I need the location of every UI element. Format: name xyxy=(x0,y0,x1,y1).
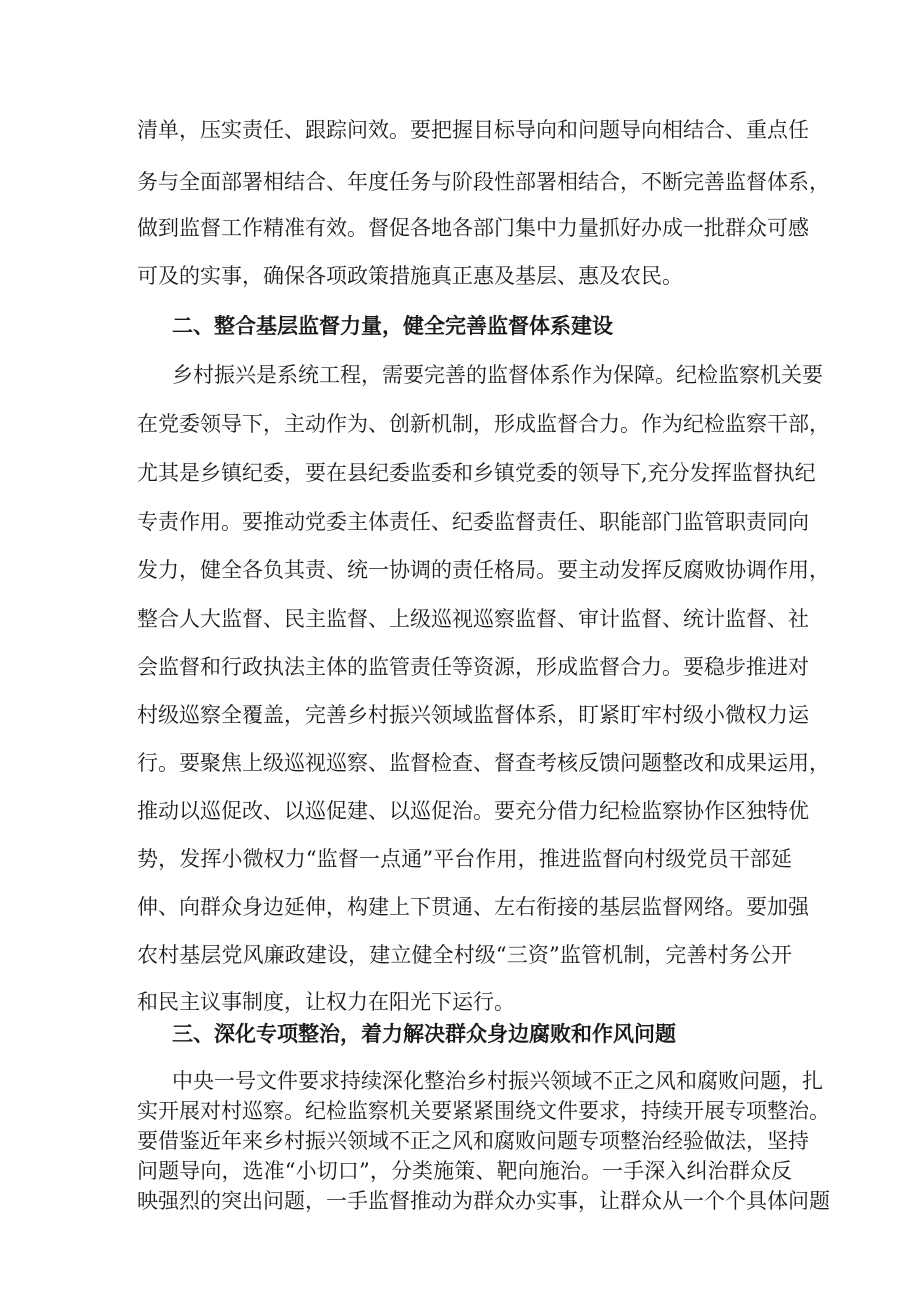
paragraph-2-line-13: 农村基层党风廉政建设，建立健全村级“三资”监管机制，完善村务公开 xyxy=(137,943,792,967)
paragraph-2-line-12: 伸、向群众身边延伸，构建上下贯通、左右衔接的基层监督网络。要加强 xyxy=(137,895,809,919)
paragraph-3-line-3: 要借鉴近年来乡村振兴领域不正之风和腐败问题专项整治经验做法，坚持 xyxy=(137,1129,809,1153)
paragraph-2-line-9: 行。要聚焦上级巡视巡察、监督检查、督查考核反馈问题整改和成果运用， xyxy=(137,751,830,775)
paragraph-2-line-14: 和民主议事制度，让权力在阳光下运行。 xyxy=(137,990,515,1014)
paragraph-3-line-2: 实开展对村巡察。纪检监察机关要紧紧围绕文件要求，持续开展专项整治。 xyxy=(137,1099,830,1123)
paragraph-1-line-2: 务与全面部署相结合、年度任务与阶段性部署相结合，不断完善监督体系， xyxy=(137,170,830,194)
paragraph-2-line-7: 会监督和行政执法主体的监管责任等资源，形成监督合力。要稳步推进对 xyxy=(137,655,809,679)
paragraph-2-line-1: 乡村振兴是系统工程，需要完善的监督体系作为保障。纪检监察机关要 xyxy=(172,363,823,387)
paragraph-2-line-4: 专责作用。要推动党委主体责任、纪委监督责任、职能部门监管职责同向 xyxy=(137,510,809,534)
paragraph-1-line-3: 做到监督工作精准有效。督促各地各部门集中力量抓好办成一批群众可感 xyxy=(137,216,809,240)
paragraph-3-line-5: 映强烈的突出问题，一手监督推动为群众办实事，让群众从一个个具体问题 xyxy=(137,1189,830,1213)
paragraph-3-line-1: 中央一号文件要求持续深化整治乡村振兴领域不正之风和腐败问题，扎 xyxy=(172,1069,823,1093)
section-heading-2: 二、整合基层监督力量，健全完善监督体系建设 xyxy=(172,313,613,338)
paragraph-2-line-5: 发力，健全各负其责、统一协调的责任格局。要主动发挥反腐败协调作用， xyxy=(137,558,830,582)
paragraph-2-line-3: 尤其是乡镇纪委，要在县纪委监委和乡镇党委的领导下,充分发挥监督执纪 xyxy=(137,461,816,485)
paragraph-2-line-10: 推动以巡促改、以巡促建、以巡促治。要充分借力纪检监察协作区独特优 xyxy=(137,799,809,823)
section-heading-3: 三、深化专项整治，着力解决群众身边腐败和作风问题 xyxy=(172,1021,676,1046)
paragraph-1-line-4: 可及的实事，确保各项政策措施真正惠及基层、惠及农民。 xyxy=(137,264,683,288)
paragraph-2-line-2: 在党委领导下，主动作为、创新机制，形成监督合力。作为纪检监察干部， xyxy=(137,412,830,436)
paragraph-3-line-4: 问题导向，选准“小切口”，分类施策、靶向施治。一手深入纠治群众反 xyxy=(137,1159,792,1183)
paragraph-2-line-11: 势，发挥小微权力“监督一点通”平台作用，推进监督向村级党员干部延 xyxy=(137,847,792,871)
paragraph-1-line-1: 清单，压实责任、跟踪问效。要把握目标导向和问题导向相结合、重点任 xyxy=(137,118,809,142)
paragraph-2-line-8: 村级巡察全覆盖，完善乡村振兴领域监督体系，盯紧盯牢村级小微权力运 xyxy=(137,703,809,727)
paragraph-2-line-6: 整合人大监督、民主监督、上级巡视巡察监督、审计监督、统计监督、社 xyxy=(137,607,809,631)
